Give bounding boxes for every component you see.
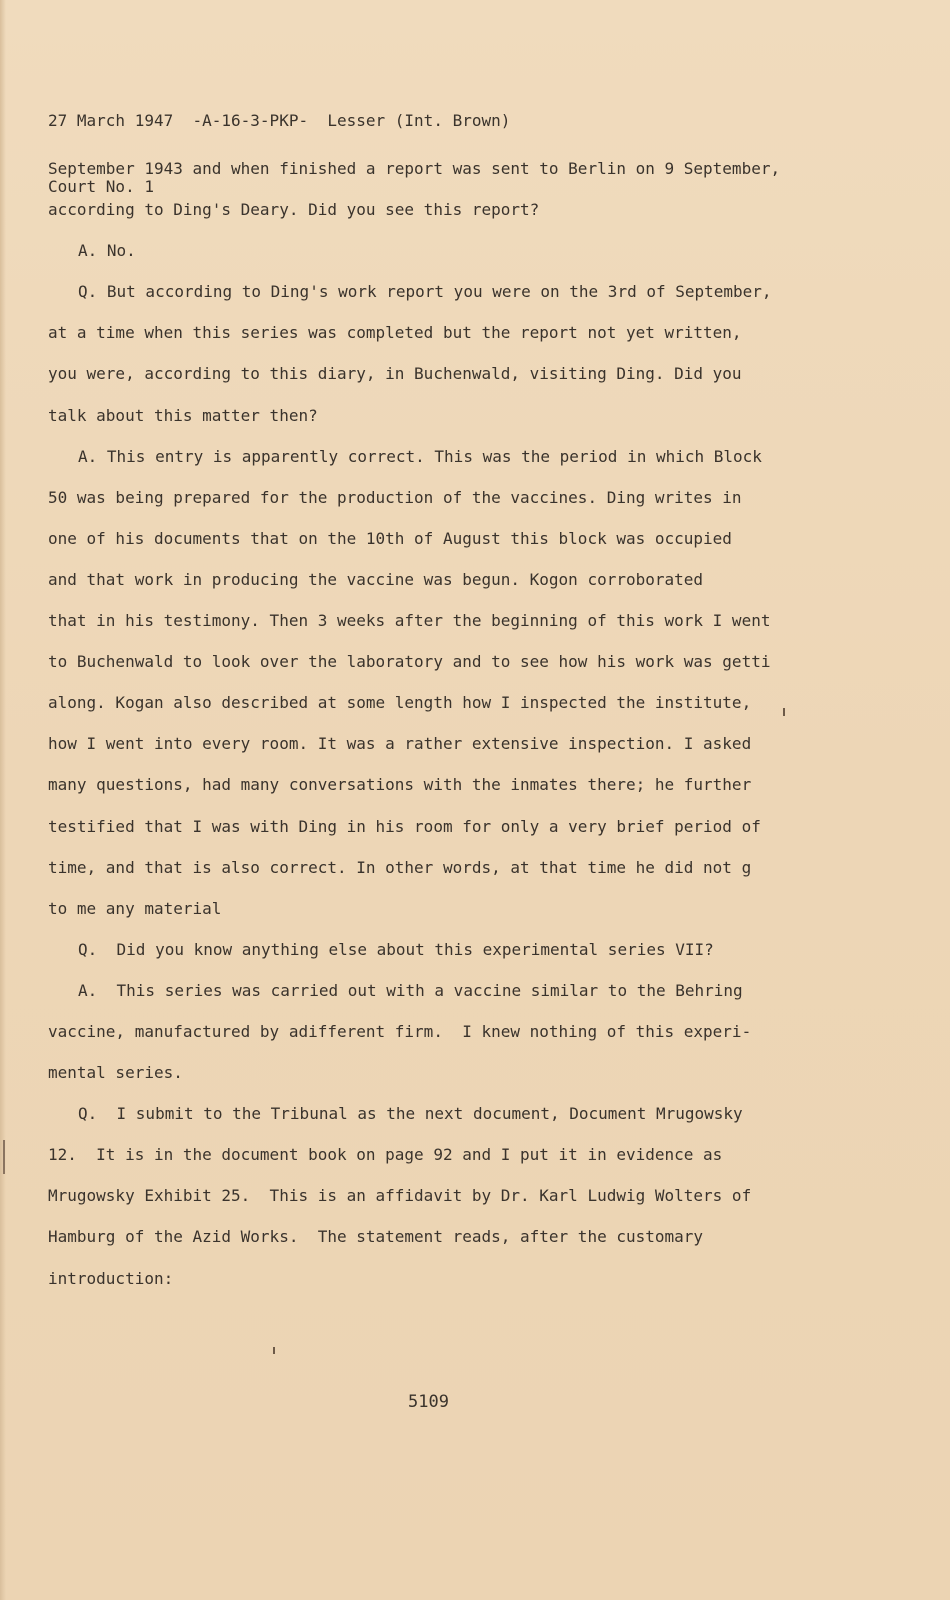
transcript-line: at a time when this series was completed but the report not yet written,	[48, 323, 742, 343]
transcript-line: A. This entry is apparently correct. This was the period in which Block	[78, 446, 762, 466]
transcript-line: talk about this matter then?	[48, 405, 318, 425]
transcript-line: you were, according to this diary, in Buchenwald, visiting Ding. Did you	[48, 364, 742, 384]
transcript-line: to Buchenwald to look over the laboratory and to see how his work was getti	[48, 652, 771, 672]
transcript-line: 50 was being prepared for the production of the vaccines. Ding writes in	[48, 487, 742, 507]
transcript-line: one of his documents that on the 10th of August this block was occupied	[48, 528, 732, 548]
transcript-line: Q. But according to Ding's work report you were on the 3rd of September,	[78, 282, 772, 302]
transcript-line: Q. Did you know anything else about this experimental series VII?	[78, 939, 714, 959]
transcript-line: along. Kogan also described at some length how I inspected the institute,	[48, 693, 752, 713]
transcript-line: Hamburg of the Azid Works. The statement reads, after the customary	[48, 1227, 704, 1247]
transcript-line: September 1943 and when finished a report was sent to Berlin on 9 September,	[48, 159, 781, 178]
transcript-line: vaccine, manufactured by adifferent firm. I knew nothing of this experi-	[48, 1021, 752, 1041]
header-line-date-reference: 27 March 1947 -A-16-3-PKP- Lesser (Int. Brown)	[48, 111, 511, 130]
transcript-line: mental series.	[48, 1063, 183, 1083]
transcript-line: and that work in producing the vaccine was begun. Kogon corroborated	[48, 569, 704, 589]
transcript-line: testified that I was with Ding in his room for only a very brief period of	[48, 816, 761, 836]
transcript-line: 12. It is in the document book on page 92 and I put it in evidence as	[48, 1145, 723, 1165]
transcript-body	[48, 148, 868, 1299]
transcript-line: to me any material	[48, 898, 222, 918]
header-line-court: Court No. 1	[48, 177, 154, 196]
page-number: 5109	[408, 1392, 449, 1412]
paper-speck	[783, 708, 785, 716]
paper-speck	[273, 1347, 275, 1354]
transcript-line: Mrugowsky Exhibit 25. This is an affidavit by Dr. Karl Ludwig Wolters of	[48, 1186, 752, 1206]
transcript-line: Q. I submit to the Tribunal as the next document, Document Mrugowsky	[78, 1104, 743, 1124]
transcript-line: according to Ding's Deary. Did you see this report?	[48, 200, 540, 220]
transcript-line: time, and that is also correct. In other words, at that time he did not g	[48, 857, 752, 877]
transcript-line: that in his testimony. Then 3 weeks after the beginning of this work I went	[48, 611, 771, 631]
transcript-line: introduction:	[48, 1268, 174, 1288]
paper-crease	[3, 1140, 5, 1174]
paper-edge	[0, 0, 6, 1600]
transcript-line: A. No.	[78, 241, 136, 261]
transcript-line: A. This series was carried out with a vaccine similar to the Behring	[78, 980, 743, 1000]
transcript-line: many questions, had many conversations with the inmates there; he further	[48, 775, 752, 795]
transcript-line: how I went into every room. It was a rather extensive inspection. I asked	[48, 734, 752, 754]
